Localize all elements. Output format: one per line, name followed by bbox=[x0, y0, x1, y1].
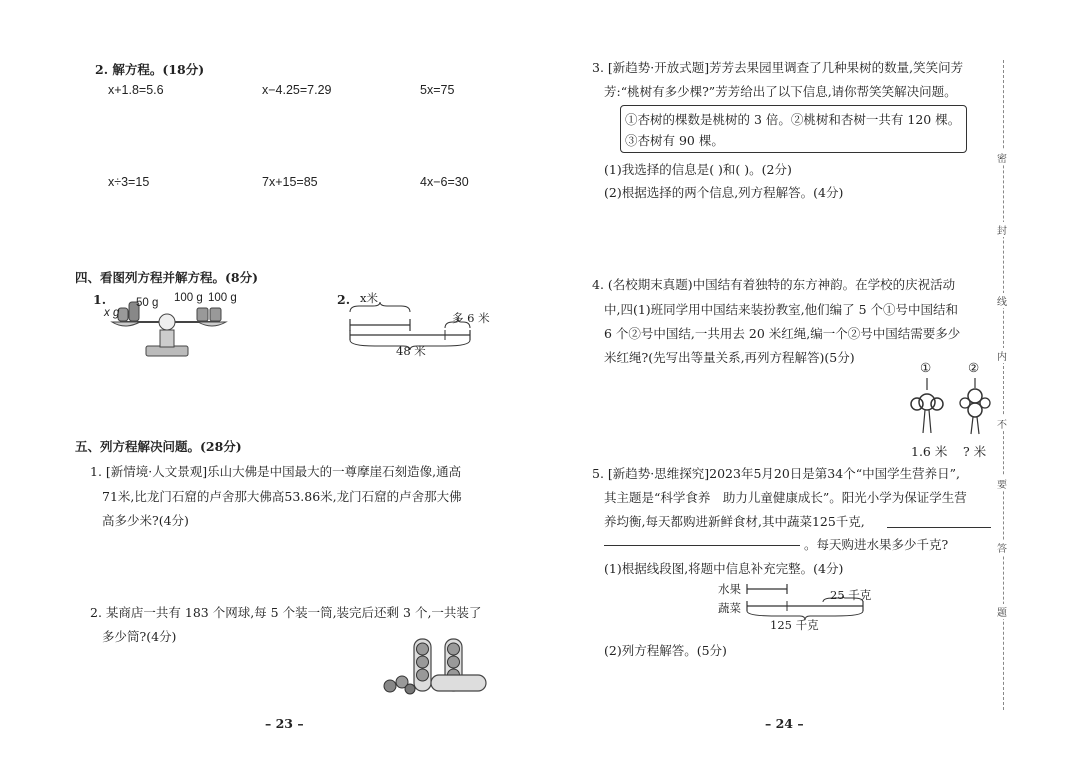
knot1-length: 1.6 米 bbox=[911, 444, 948, 459]
tennis-ball-tubes-illustration bbox=[383, 635, 493, 697]
q2-total-label: 48 米 bbox=[396, 344, 426, 358]
s5-q2-line2: 多少筒?(4分) bbox=[102, 629, 177, 644]
section4-q2-num: 2. bbox=[337, 292, 351, 307]
s5-q1-line2: 71米,比龙门石窟的卢舍那大佛高53.86米,龙门石窟的卢舍那大佛 bbox=[102, 489, 462, 504]
s5-q2-line1: 2. 某商店一共有 183 个网球,每 5 个装一筒,装完后还剩 3 个,一共装了 bbox=[90, 605, 482, 620]
knot2-number: ② bbox=[968, 360, 980, 375]
q5-line4: 。每天购进水果多少千克? bbox=[804, 537, 949, 552]
q4-line4: 米红绳?(先写出等量关系,再列方程解答)(5分) bbox=[604, 350, 855, 365]
q5-diff-label: 25 千克 bbox=[830, 588, 872, 602]
margin-char-7: 答 bbox=[997, 540, 1007, 555]
margin-char-8: 题 bbox=[997, 604, 1007, 619]
q5-sub1: (1)根据线段图,将题中信息补充完整。(4分) bbox=[604, 561, 844, 576]
q5-sub2: (2)列方程解答。(5分) bbox=[604, 643, 727, 658]
scale-right-weight-2: 100 g bbox=[208, 292, 237, 304]
page-number-right: – 24 – bbox=[765, 716, 804, 731]
equation-2: x−4.25=7.29 bbox=[262, 83, 332, 97]
s5-q1-line3: 高多少米?(4分) bbox=[102, 513, 189, 528]
equation-1: x+1.8=5.6 bbox=[108, 83, 164, 97]
equation-6: 4x−6=30 bbox=[420, 175, 469, 189]
section2-title: 2. 解方程。(18分) bbox=[95, 62, 205, 77]
section4-title: 四、看图列方程并解方程。(8分) bbox=[75, 270, 259, 285]
q4-line3: 6 个②号中国结,一共用去 20 米红绳,编一个②号中国结需要多少 bbox=[604, 326, 961, 341]
margin-char-3: 线 bbox=[997, 293, 1007, 308]
margin-char-2: 封 bbox=[997, 222, 1007, 237]
q5-blank-1[interactable] bbox=[887, 527, 991, 528]
scale-left-weight: 50 g bbox=[136, 297, 159, 309]
margin-char-4: 内 bbox=[997, 348, 1007, 363]
knot1-number: ① bbox=[920, 360, 932, 375]
q5-line2: 其主题是“科学食养 助力儿童健康成长”。阳光小学为保证学生营 bbox=[604, 490, 967, 505]
q3-info-line1: ①杏树的棵数是桃树的 3 倍。②桃树和杏树一共有 120 棵。 bbox=[625, 112, 961, 127]
section4-q1-num: 1. bbox=[93, 292, 107, 307]
q3-sub1: (1)我选择的信息是( )和( )。(2分) bbox=[604, 162, 792, 177]
margin-char-1: 密 bbox=[997, 150, 1007, 165]
section5-title: 五、列方程解决问题。(28分) bbox=[75, 439, 242, 454]
q3-line1: 3. [新趋势·开放式题]芳芳去果园里调查了几种果树的数量,笑笑问芳 bbox=[592, 60, 964, 75]
chinese-knots-illustration bbox=[905, 378, 995, 438]
equation-3: 5x=75 bbox=[420, 83, 455, 97]
scale-right-weight-1: 100 g bbox=[174, 292, 203, 304]
page-number-left: – 23 – bbox=[265, 716, 304, 731]
q3-sub2: (2)根据选择的两个信息,列方程解答。(4分) bbox=[604, 185, 844, 200]
q3-line2: 芳:“桃树有多少棵?”芳芳给出了以下信息,请你帮笑笑解决问题。 bbox=[604, 84, 957, 99]
s5-q1-line1: 1. [新情境·人文景观]乐山大佛是中国最大的一尊摩崖石刻造像,通高 bbox=[90, 464, 462, 479]
q4-line2: 中,四(1)班同学用中国结来装扮教室,他们编了 5 个①号中国结和 bbox=[604, 302, 959, 317]
knot2-length: ? 米 bbox=[963, 444, 987, 459]
margin-char-5: 不 bbox=[997, 416, 1007, 431]
q2-extra-label: 多 6 米 bbox=[452, 311, 490, 325]
scale-left-label: x g bbox=[104, 307, 120, 319]
q5-line1: 5. [新趋势·思维探究]2023年5月20日是第34个“中国学生营养日”, bbox=[592, 466, 960, 481]
equation-4: x÷3=15 bbox=[108, 175, 150, 189]
fruit-label: 水果 bbox=[718, 582, 741, 596]
equation-5: 7x+15=85 bbox=[262, 175, 318, 189]
q2-top-label: x米 bbox=[360, 291, 378, 305]
veg-label: 蔬菜 bbox=[718, 601, 741, 615]
q5-total-label: 125 千克 bbox=[770, 618, 819, 632]
q5-blank-2[interactable] bbox=[604, 545, 800, 546]
margin-char-6: 要 bbox=[997, 476, 1007, 491]
q3-info-line2: ③杏树有 90 棵。 bbox=[625, 133, 724, 148]
q5-line3: 养均衡,每天都购进新鲜食材,其中蔬菜125千克, bbox=[604, 514, 865, 529]
q4-line1: 4. (名校期末真题)中国结有着独特的东方神韵。在学校的庆祝活动 bbox=[592, 277, 956, 292]
